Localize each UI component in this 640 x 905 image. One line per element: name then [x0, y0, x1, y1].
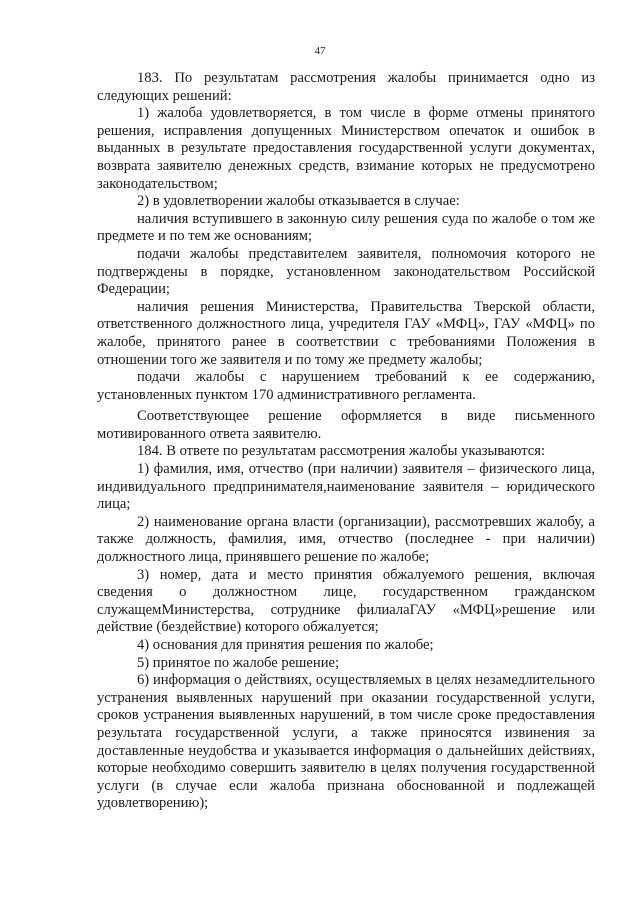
paragraph-decision-2: 2) в удовлетворении жалобы отказывается в случае:: [137, 193, 460, 210]
paragraph-refusal-prior-decision: наличия решения Министерства, Правительства Тверской области, ответственного должностного лица, учредителя ГАУ «МФЦ», ГАУ «МФЦ» по жалобе, принятого ранее в соответствии с требованиями Положения в отношении того же заявителя и по тому же предмету жалобы;: [97, 298, 595, 368]
paragraph-183-intro: 183. По результатам рассмотрения жалобы принимается одно из следующих решений:: [97, 70, 595, 104]
paragraph-answer-4: 4) основания для принятия решения по жалобе;: [137, 637, 434, 653]
paragraph-answer-2: 2) наименование органа власти (организации), рассмотревших жалобу, а также должность, фамилия, имя, отчество (последнее - при наличии) должностного лица, принявшего решение по жалобе;: [97, 513, 595, 566]
paragraph-refusal-requirements: подачи жалобы с нарушением требований к ее содержанию, установленных пунктом 170 административного регламента.: [97, 369, 595, 403]
paragraph-decision-form: Соответствующее решение оформляется в виде письменного мотивированного ответа заявителю.: [97, 408, 595, 442]
document-body: [97, 70, 595, 813]
paragraph-184-intro: 184. В ответе по результатам рассмотрения жалобы указываются:: [137, 443, 546, 460]
paragraph-decision-1: 1) жалоба удовлетворяется, в том числе в форме отмены принятого решения, исправления допущенных Министерством опечаток и ошибок в выданных в результате предоставления государственной услуги документах, возврата заявителю денежных средств, взимание которых не предусмотрено законодательством;: [97, 105, 595, 192]
paragraph-answer-1: 1) фамилия, имя, отчество (при наличии) заявителя – физического лица, индивидуального предпринимателя,наименование заявителя – юридического лица;: [97, 461, 595, 513]
paragraph-answer-6: 6) информация о действиях, осуществляемых в целях незамедлительного устранения выявленных нарушений при оказании государственной услуги, сроков устранения выявленных нарушений, в том числе сроке предоставления результата государственной услуги, а также приносятся извинения за доставленные неудобства и указывается информация о дальнейших действиях, которые необходимо совершить заявителю в целях получения государственной услуги (в случае если жалоба признана обоснованной и подлежащей удовлетворению);: [97, 672, 595, 812]
paragraph-refusal-court: наличия вступившего в законную силу решения суда по жалобе о том же предмете и по тем же основаниям;: [97, 210, 595, 245]
paragraph-answer-5: 5) принятое по жалобе решение;: [137, 654, 340, 671]
paragraph-answer-3: 3) номер, дата и место принятия обжалуемого решения, включая сведения о должностном лице, государственном гражданском служащемМинистерства, сотруднике филиалаГАУ «МФЦ»решение или действие (бездействие) которого обжалуется;: [97, 566, 595, 636]
page-number: 47: [314, 45, 326, 57]
paragraph-refusal-representative: подачи жалобы представителем заявителя, полномочия которого не подтверждены в порядке, установленном законодательством Российской Федерации;: [97, 245, 595, 298]
